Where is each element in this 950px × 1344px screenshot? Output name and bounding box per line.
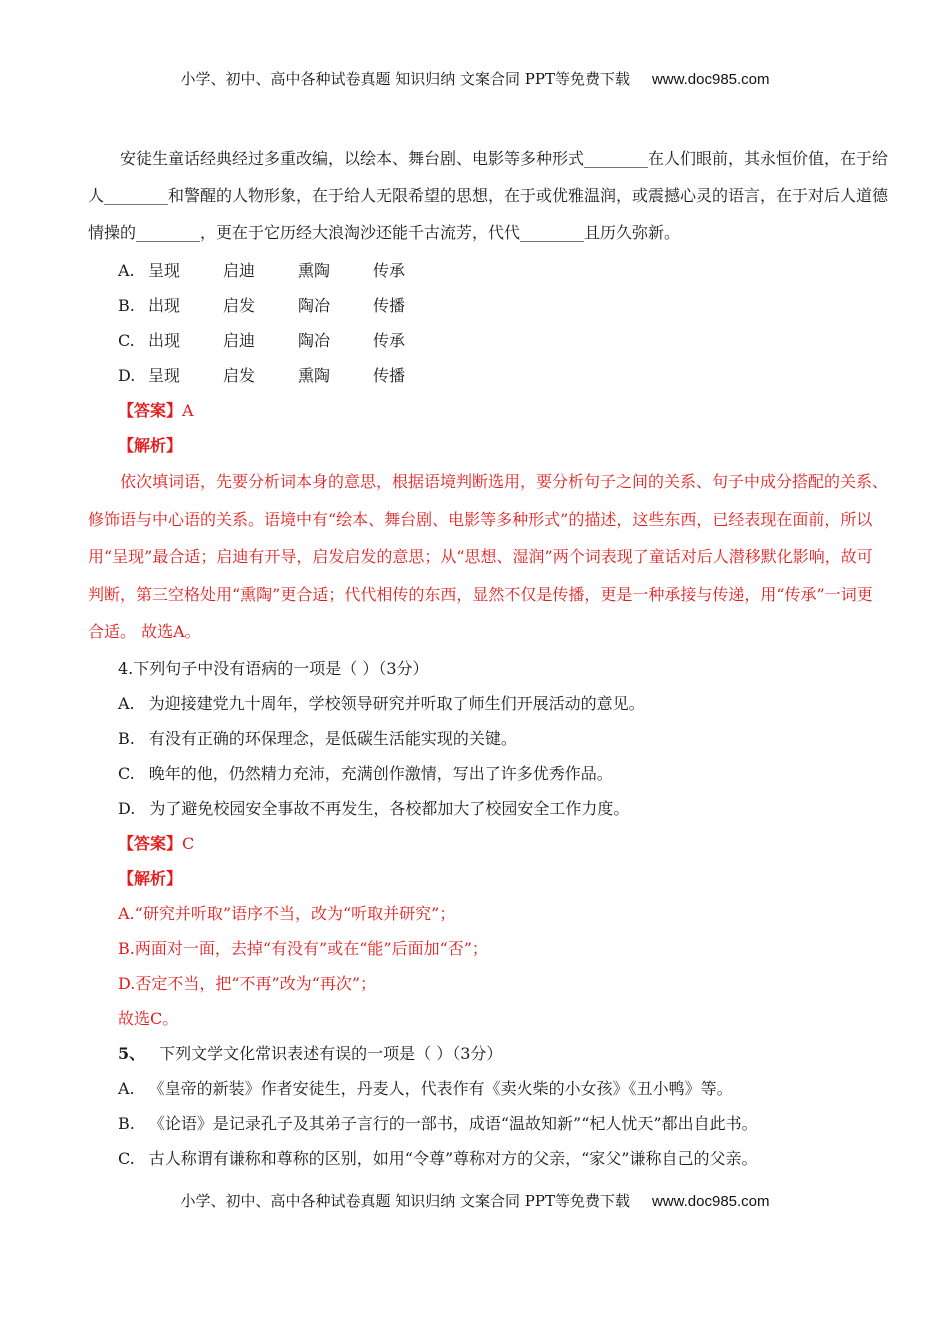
q3-answer [88, 393, 888, 428]
page-header [0, 68, 950, 89]
q5-number: 5、 [118, 1043, 146, 1063]
q4-analysis-line-b: B.两面对一面，去掉“有没有”或在“能”后面加“否”； [118, 938, 488, 958]
page-footer [0, 1190, 950, 1211]
answer-value: C [182, 833, 195, 853]
header-text: 小学、初中、高中各种试卷真题 知识归纳 文案合同 PPT等免费下载 [180, 70, 630, 88]
footer-site-link[interactable]: www.doc985.com [651, 1193, 770, 1210]
q5-option-b: B. 《论语》是记录孔子及其弟子言行的一部书，成语“温故知新”“杞人忧天”都出自此书。 [118, 1113, 758, 1133]
q4-analysis-line-a: A.“研究并听取”语序不当，改为“听取并研究”； [118, 903, 456, 923]
analysis-tag: 【解析】 [118, 868, 183, 888]
q4-analysis-heading [88, 861, 888, 896]
analysis-tag: 【解析】 [118, 436, 183, 455]
q3-option-b: B. 出现 启发 陶冶 传播 [118, 296, 406, 315]
q3-option-c: C. 出现 启迪 陶冶 传承 [118, 331, 406, 350]
q3-option-a: A. 呈现 启迪 熏陶 传承 [118, 261, 406, 280]
q3-stem: 安徒生童话经典经过多重改编，以绘本、舞台剧、电影等多种形式________在人们眼前，其永恒价值，在于给人________和警醒的人物形象，在于给人无限希望的思想，在于或优雅温润，或震撼心灵的语言，在于对后人道德情操的________，更在于它历经大浪淘沙还能千古流芳，代代________且历久弥新。 [88, 149, 889, 242]
answer-tag: 【答案】 [118, 401, 183, 420]
q3-option-d: D. 呈现 启发 熏陶 传播 [118, 366, 406, 385]
q4-option-d: D. 为了避免校园安全事故不再发生，各校都加大了校园安全工作力度。 [118, 798, 630, 818]
q4-option-c: C. 晚年的他，仍然精力充沛，充满创作激情，写出了许多优秀作品。 [118, 763, 613, 783]
answer-value: A [182, 401, 194, 420]
document-content [88, 140, 888, 1176]
q4-title: 4.下列句子中没有语病的一项是（ ）（3分） [118, 658, 429, 678]
q4-analysis-line-d: D.否定不当，把“不再”改为“再次”； [118, 973, 377, 993]
q3-analysis-text: 依次填词语，先要分析词本身的意思，根据语境判断选用，要分析句子之间的关系、句子中成分搭配的关系、修饰语与中心语的关系。语境中有“绘本、舞台剧、电影等多种形式”的描述，这些东西，已经表现在面前，所以用“呈现”最合适；启迪有开导，启发启发的意思；从“思想、湿润”两个词表现了童话对后人潜移默化影响，故可判断，第三空格处用“熏陶”更合适；代代相传的东西，显然不仅是传播，更是一种承接与传递，用“传承”一词更合适。 故选A。 [88, 472, 889, 641]
answer-tag: 【答案】 [118, 833, 183, 853]
q5-option-a: A. 《皇帝的新装》作者安徒生，丹麦人，代表作有《卖火柴的小女孩》《丑小鸭》等。 [118, 1078, 733, 1098]
footer-text: 小学、初中、高中各种试卷真题 知识归纳 文案合同 PPT等免费下载 [180, 1192, 630, 1210]
q4-option-a: A. 为迎接建党九十周年，学校领导研究并听取了师生们开展活动的意见。 [118, 693, 645, 713]
q5-title: 5、 下列文学文化常识表述有误的一项是（ ）（3分） [118, 1043, 503, 1063]
q3-analysis [88, 463, 888, 651]
q5-option-c: C. 古人称谓有谦称和尊称的区别，如用“令尊”尊称对方的父亲，“家父”谦称自己的父亲。 [118, 1148, 758, 1168]
q3-analysis-heading [88, 428, 888, 463]
q4-option-b: B. 有没有正确的环保理念，是低碳生活能实现的关键。 [118, 728, 517, 748]
q4-answer [88, 826, 888, 861]
q4-conclusion: 故选C。 [118, 1008, 179, 1028]
header-site-link[interactable]: www.doc985.com [651, 71, 770, 88]
